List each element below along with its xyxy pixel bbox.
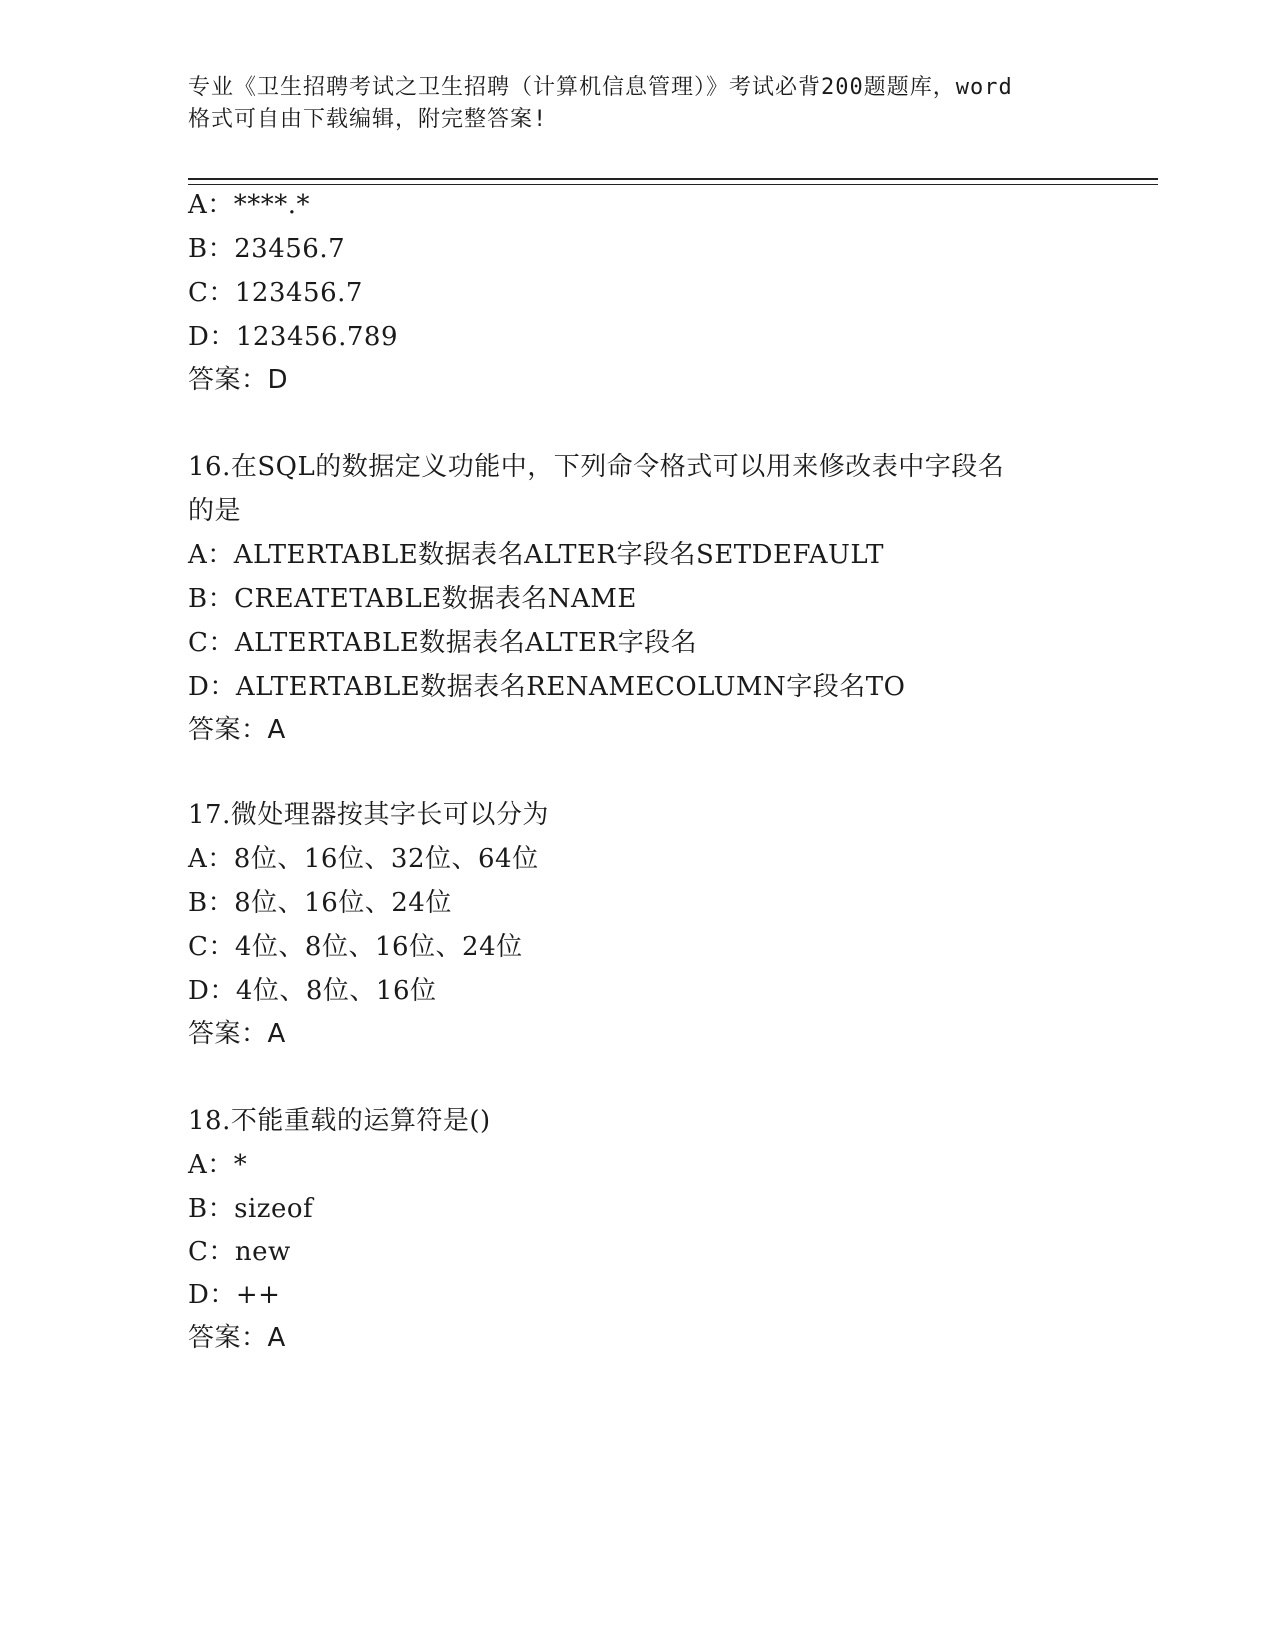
q15-option-b: B：23456.7 (188, 234, 346, 264)
header-divider-thin (188, 184, 1158, 185)
document-header (188, 72, 1088, 136)
q15-option-d: D：123456.789 (188, 322, 398, 352)
q16-option-a: A：ALTERTABLE数据表名ALTER字段名SETDEFAULT (188, 540, 884, 570)
q16-option-b: B：CREATETABLE数据表名NAME (188, 584, 637, 614)
q16-option-d: D：ALTERTABLE数据表名RENAMECOLUMN字段名TO (188, 672, 906, 702)
q17-option-d: D：4位、8位、16位 (188, 976, 437, 1006)
header-divider-thick (188, 178, 1158, 180)
q15-option-c: C：123456.7 (188, 278, 363, 308)
q15-answer: 答案：D (188, 365, 289, 395)
q18-option-a: A：* (188, 1150, 248, 1180)
q17-option-b: B：8位、16位、24位 (188, 888, 452, 918)
q18-option-d: D：++ (188, 1280, 281, 1310)
q16-answer: 答案：A (188, 715, 286, 745)
q18-answer: 答案：A (188, 1323, 286, 1353)
q18-question: 18.不能重载的运算符是() (188, 1106, 491, 1136)
q18-option-b: B：sizeof (188, 1194, 314, 1224)
q15-option-a: A：****.* (188, 190, 311, 220)
q18-option-c: C：new (188, 1237, 291, 1267)
q16-question-line-2: 的是 (188, 496, 242, 526)
header-line-1: 专业《卫生招聘考试之卫生招聘（计算机信息管理）》考试必背200题题库，word (188, 75, 1013, 100)
q17-option-a: A：8位、16位、32位、64位 (188, 844, 539, 874)
header-line-2: 格式可自由下载编辑，附完整答案! (188, 107, 548, 132)
q17-answer: 答案：A (188, 1019, 286, 1049)
q16-question-line-1: 16.在SQL的数据定义功能中，下列命令格式可以用来修改表中字段名 (188, 452, 1005, 482)
q16-option-c: C：ALTERTABLE数据表名ALTER字段名 (188, 628, 698, 658)
q17-question: 17.微处理器按其字长可以分为 (188, 800, 549, 830)
q17-option-c: C：4位、8位、16位、24位 (188, 932, 523, 962)
